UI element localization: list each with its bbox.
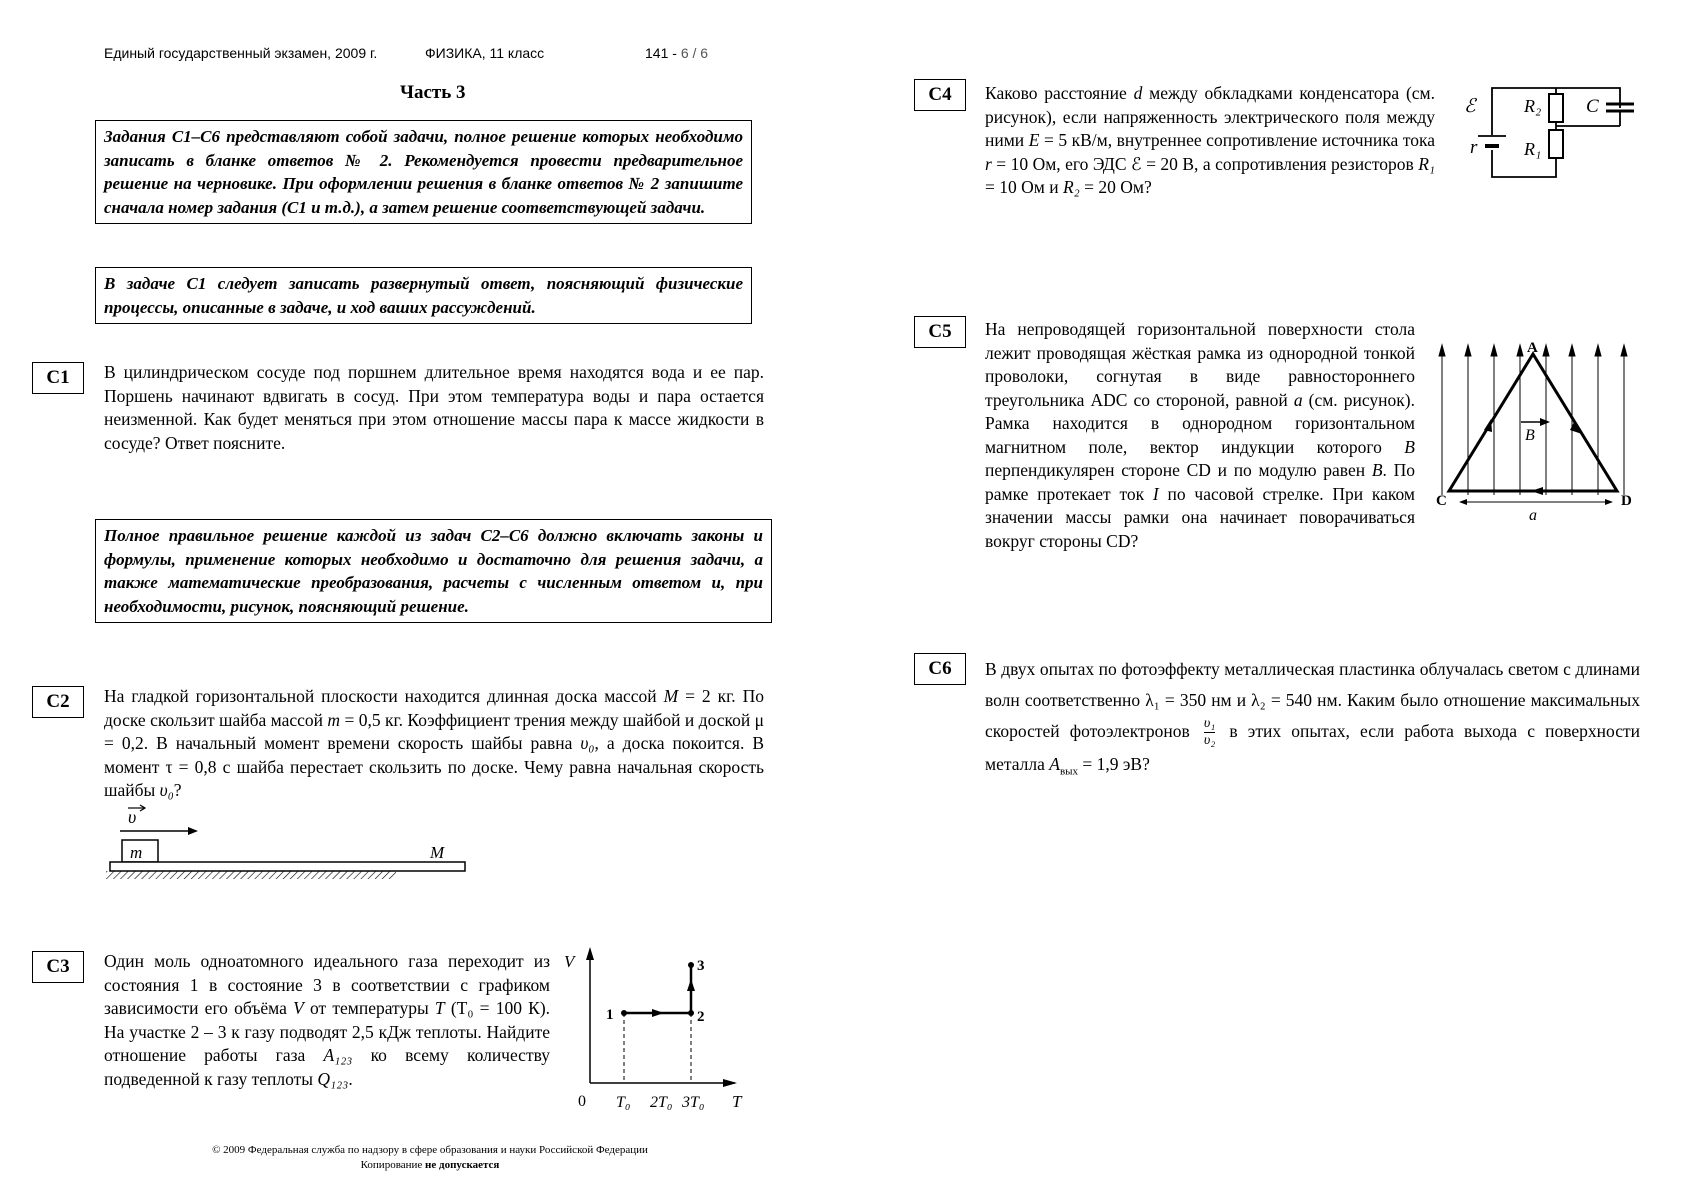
- c6-frac-den: υ₂: [1203, 733, 1216, 749]
- c3-text-3: (T₀ = 100 К). На участке 2 – 3 к газу подводят 2,5 кДж теплоты. Найдите отношение работы газа: [104, 998, 551, 1065]
- c3-point-3: [688, 962, 694, 968]
- c6-frac-num: υ₁: [1203, 716, 1216, 732]
- c3-text-1: Один моль одноатомного идеального газа переходит из состояния 1 в состояние 3 в соответствии с графиком зависимости его объёма: [104, 951, 550, 1018]
- c2-var-m: m: [327, 709, 341, 730]
- header-page: [645, 45, 708, 61]
- c4-text-3: = 5 кВ/м, внутреннее сопротивление источника тока: [1043, 130, 1435, 150]
- c6-var-A-sub: вых: [1059, 765, 1079, 778]
- c1-note: В задаче С1 следует записать развернутый ответ, поясняющий физические процессы, описанные в задаче, и ход ваших рассуждений.: [95, 267, 752, 324]
- c4-text-1: Каково расстояние: [985, 83, 1127, 103]
- c4-r1-label: R₁: [1524, 139, 1542, 159]
- c3-var-V: V: [293, 998, 304, 1018]
- c4-circuit: [1462, 80, 1642, 190]
- c2-fig-velocity-head: [188, 827, 198, 835]
- c6-velocity-fraction: [1204, 716, 1215, 749]
- c3-graph: [560, 945, 750, 1115]
- c5-a-label: a: [1529, 507, 1537, 524]
- task-c4-text: [985, 82, 1435, 200]
- footer-copying-restriction: не допускается: [425, 1159, 500, 1171]
- c6-var-A: A: [1049, 754, 1060, 775]
- part-title: Часть 3: [400, 82, 466, 103]
- c2-fig-v-label: υ: [128, 807, 137, 827]
- c2-fig-board: [110, 862, 465, 871]
- c6-text-1: В двух опытах по фотоэффекту металлическая пластинка облучалась светом с длинами волн соответственно λ₁ = 350 нм и λ₂ = 540 нм. Каким было отношение максимальных скоростей фотоэлектронов: [985, 659, 1640, 741]
- task-c6-label: С6: [914, 653, 966, 685]
- c3-point-3-label: 3: [697, 958, 705, 974]
- c4-var-r: r: [985, 153, 992, 174]
- c5-text-5: по часовой стрелке. При каком значении массы рамки она начинает поворачиваться вокруг стороны CD?: [985, 483, 1415, 551]
- c6-text-3: = 1,9 эВ?: [1082, 754, 1150, 775]
- header-page-num: 141 -: [645, 45, 677, 61]
- c3-axis-v-arrow: [586, 947, 594, 960]
- c6-text-2: в этих опытах, если работа выхода с поверхности металла: [985, 721, 1641, 775]
- c3-axis-v-label: V: [564, 952, 575, 971]
- c3-text-2: от температуры: [310, 998, 429, 1018]
- c2-text-3: = 0,5 кг. Коэффициент трения между шайбой и доской μ = 0,2. В начальный момент времени скорость шайбы равна: [104, 709, 765, 753]
- full-solution-note: Полное правильное решение каждой из задач С2–С6 должно включать законы и формулы, применение которых необходимо и достаточно для решения задачи, а также математические преобразования, расчеты с численным ответом и, при необходимости, рисунок, поясняющий решение.: [95, 519, 772, 623]
- task-c1-text: В цилиндрическом сосуде под поршнем длительное время находятся вода и ее пар. Поршень начинают вдвигать в сосуд. При этом температура воды и пара остается неизменной. Как будет меняться при этом отношение массы пара к массе жидкости в сосуде? Ответ поясните.: [104, 362, 764, 453]
- c3-var-T: T: [434, 998, 445, 1018]
- c5-side-a-arrow-right: [1605, 499, 1613, 505]
- c4-text-6: = 20 Ом?: [1084, 177, 1152, 197]
- c3-var-A: A₁₂₃: [323, 1045, 353, 1065]
- c3-axis-t-label: T: [732, 1092, 742, 1111]
- c5-var-B: B: [1404, 436, 1415, 457]
- c4-c-label: C: [1586, 96, 1599, 117]
- task-c6-text: [985, 654, 1640, 788]
- c5-vertex-a: A: [1527, 340, 1538, 356]
- c2-fig-m-label: m: [130, 843, 143, 862]
- c4-text-4: = 10 Ом, его ЭДС ℰ = 20 В, а сопротивления резисторов: [996, 153, 1414, 174]
- c4-text-5: = 10 Ом и: [985, 177, 1059, 197]
- c4-emf-label: ℰ: [1464, 96, 1476, 117]
- c3-point-1: [621, 1010, 627, 1016]
- c3-point-2-label: 2: [697, 1009, 705, 1025]
- c3-path-1-2-arrow: [652, 1009, 664, 1017]
- c2-text-1: На гладкой горизонтальной плоскости находится длинная доска массой: [104, 686, 657, 706]
- c5-text-2: (см. рисунок). Рамка находится в однородном горизонтальном магнитном поле, вектор индукции которого: [985, 389, 1415, 457]
- c3-2t0-label: 2T₀: [650, 1094, 673, 1111]
- c4-resistor-r1: [1549, 130, 1563, 158]
- c3-axis-t-arrow: [723, 1079, 737, 1087]
- task-c4-label: С4: [914, 79, 966, 111]
- c4-var-R2: R₂: [1062, 177, 1080, 197]
- c3-3t0-label: 3T₀: [682, 1094, 705, 1111]
- c5-current-arrow-left: [1484, 419, 1492, 432]
- c5-current-arrow-bottom: [1531, 487, 1543, 495]
- footer: [150, 1143, 710, 1173]
- intro-note: Задания С1–С6 представляют собой задачи, полное решение которых необходимо записать в бланке ответов № 2. Рекомендуется провести предварительное решение на черновике. При оформлении решения в бланке ответов № 2 запишите сначала номер задания (С1 и т.д.), а затем решение соответствующей задачи.: [95, 120, 752, 224]
- c5-vertex-d: D: [1621, 493, 1632, 509]
- task-c1-label: С1: [32, 362, 84, 394]
- c4-var-E: E: [1028, 130, 1040, 150]
- c5-b-vector-head: [1540, 418, 1550, 426]
- c2-text-2: = 2 кг. По доске скользит шайба массой: [104, 686, 765, 730]
- task-c3-text: [104, 950, 550, 1091]
- c4-r2-label: R₂: [1524, 96, 1542, 116]
- footer-copying: [150, 1158, 710, 1173]
- c3-text-5: .: [348, 1068, 353, 1089]
- c2-text-4: , а доска покоится. В момент τ = 0,8 с шайба перестает скользить по доске. Чему равна начальная скорость шайбы: [104, 733, 764, 800]
- c5-var-a: a: [1293, 389, 1303, 410]
- task-c5-text: [985, 318, 1415, 553]
- c2-var-M: M: [663, 686, 679, 706]
- c3-var-Q: Q₁₂₃: [317, 1068, 349, 1089]
- task-c2-text: [104, 685, 764, 803]
- c2-text-5: ?: [173, 780, 182, 800]
- task-c3-label: С3: [32, 951, 84, 983]
- c3-point-1-label: 1: [606, 1007, 614, 1023]
- c4-var-d: d: [1133, 83, 1143, 103]
- c3-zero-label: 0: [578, 1093, 586, 1110]
- c5-text-4: . По рамке протекает ток: [985, 460, 1416, 504]
- c4-text-2: между обкладками конденсатора (см. рисунок), если напряженность электрического поля между ними: [985, 83, 1435, 150]
- c5-var-B2: B: [1371, 460, 1383, 480]
- c5-figure: [1435, 340, 1635, 530]
- c3-point-2: [688, 1010, 694, 1016]
- c2-figure: [100, 800, 445, 895]
- c5-var-I: I: [1152, 483, 1159, 504]
- task-c2-label: С2: [32, 686, 84, 718]
- c4-r-label: r: [1470, 137, 1478, 158]
- c5-text-1: На непроводящей горизонтальной поверхности стола лежит проводящая жёсткая рамка из однородной тонкой проволоки, согнутая в виде равностороннего треугольника ADC со стороной, равной: [985, 319, 1415, 410]
- c4-var-R1: R₁: [1418, 153, 1436, 174]
- c2-var-v0: υ₀: [580, 733, 595, 753]
- c5-field-lines: [1439, 345, 1627, 495]
- header-subject: ФИЗИКА, 11 класс: [425, 45, 545, 61]
- c5-text-3: перпендикулярен стороне CD и по модулю равен: [985, 460, 1366, 480]
- c5-side-a-arrow-left: [1459, 499, 1467, 505]
- footer-copyright: © 2009 Федеральная служба по надзору в сфере образования и науки Российской Федерации: [212, 1144, 648, 1156]
- c3-path-2-3-arrow: [687, 979, 695, 991]
- c3-text-4: ко всему количеству подведенной к газу теплоты: [104, 1045, 551, 1089]
- header-page-of: 6 / 6: [680, 45, 709, 61]
- footer-copying-label: Копирование: [360, 1159, 423, 1171]
- header-exam: Единый государственный экзамен, 2009 г.: [104, 45, 378, 61]
- c2-var-v0-2: υ₀: [159, 780, 174, 800]
- c2-fig-M-label: M: [430, 843, 445, 862]
- c5-vertex-c: C: [1436, 493, 1447, 509]
- task-c5-label: С5: [914, 316, 966, 348]
- c4-resistor-r2: [1549, 94, 1563, 122]
- c2-fig-ground: [106, 871, 396, 879]
- c5-b-label: B: [1525, 427, 1535, 444]
- c3-t0-label: T₀: [616, 1094, 631, 1111]
